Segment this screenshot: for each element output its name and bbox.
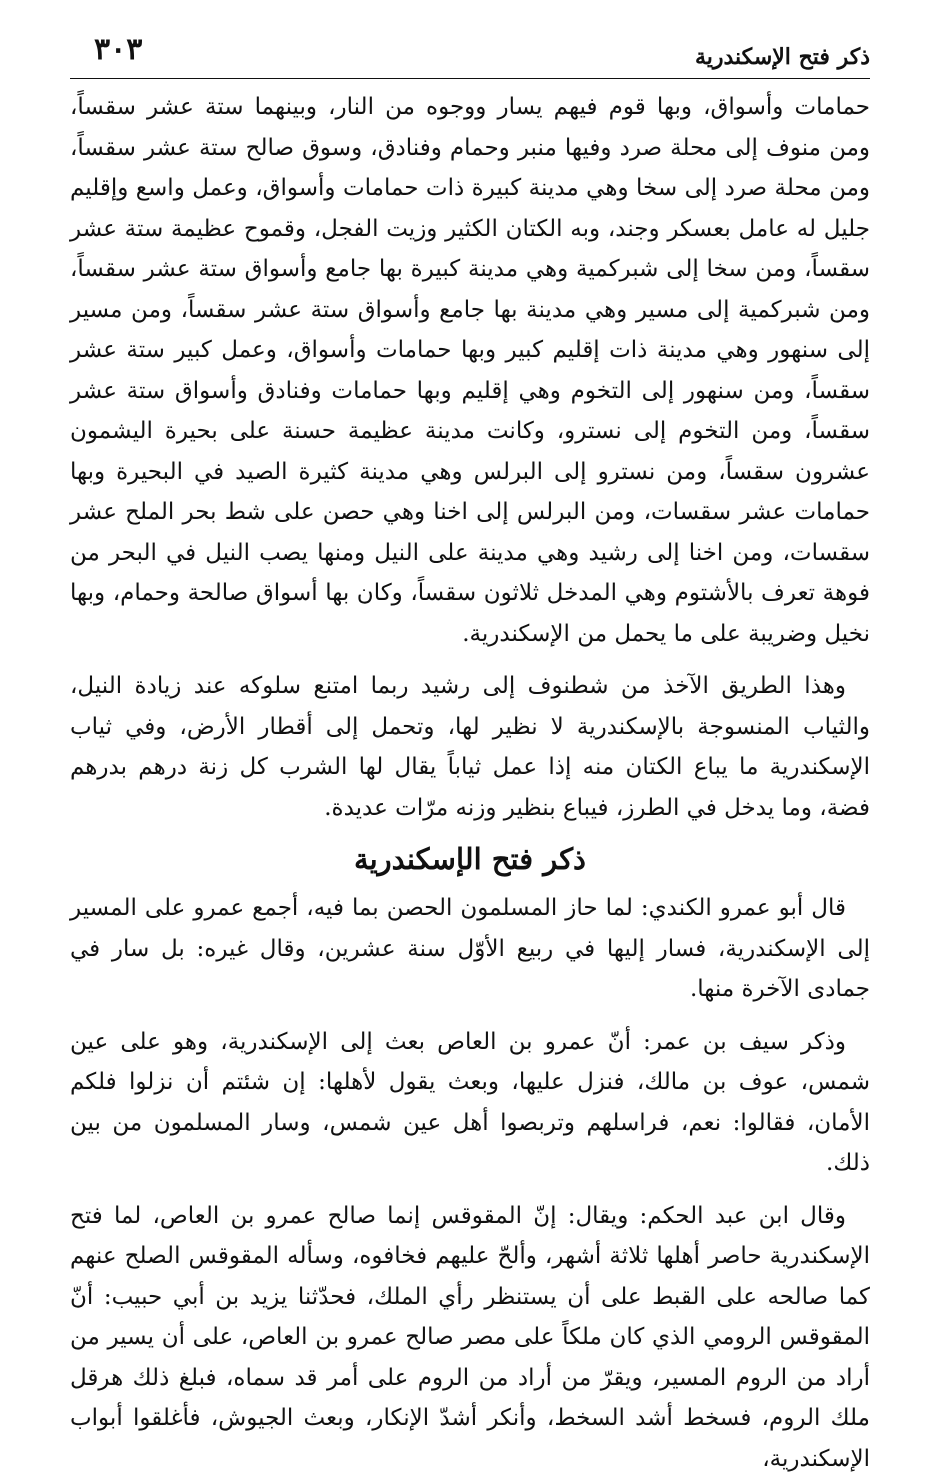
paragraph-gap [70,1184,870,1196]
book-page [70,30,870,1350]
page-number: ٣٠٣ [94,32,142,67]
paragraph-sayf: وذكر سيف بن عمر: أنّ عمرو بن العاص بعث إلى الإسكندرية، وهو على عين شمس، عوف بن مالك، فنزل عليها، وبعث يقول لأهلها: إن شئتم أن نزلوا فلكم الأمان، فقالوا: نعم، فراسلهم وتربصوا أهل عين شمس، وسار المسلمون من بين ذلك. [70,1022,870,1184]
paragraph-gap [70,1010,870,1022]
running-title: ذكر فتح الإسكندرية [695,44,870,70]
section-heading: ذكر فتح الإسكندرية [70,842,870,876]
paragraph-textiles: وهذا الطريق الآخذ من شطنوف إلى رشيد ربما امتنع سلوكه عند زيادة النيل، والثياب المنسوجة بالإسكندرية لا نظير لها، وتحمل إلى أقطار الأرض، وفي ثياب الإسكندرية ما يباع الكتان منه إذا عمل ثياباً يقال لها الشرب كل زنة درهم بدرهم فضة، وما يدخل في الطرز، فيباع بنظير وزنه مرّات عديدة. [70,666,870,828]
paragraph-abu-amr: قال أبو عمرو الكندي: لما حاز المسلمون الحصن بما فيه، أجمع عمرو على المسير إلى الإسكندرية، فسار إليها في ربيع الأوّل سنة عشرين، وقال غيره: بل سار في جمادى الآخرة منها. [70,888,870,1010]
paragraph-ibn-abd-al-hakam: وقال ابن عبد الحكم: ويقال: إنّ المقوقس إنما صالح عمرو بن العاص، لما فتح الإسكندرية حاصر أهلها ثلاثة أشهر، وألحّ عليهم فخافوه، وسأله المقوقس الصلح عنهم كما صالحه على القبط على أن يستنظر رأي الملك، فحدّثنا يزيد بن أبي حبيب: أنّ المقوقس الرومي الذي كان ملكاً على مصر صالح عمرو بن العاص، على أن يسير من أراد من الروم المسير، ويقرّ من أراد من الروم على أمر قد سماه، فبلغ ذلك هرقل ملك الروم، فسخط أشد السخط، وأنكر أشدّ الإنكار، وبعث الجيوش، فأغلقوا أبواب الإسكندرية، [70,1196,870,1479]
paragraph-gap [70,654,870,666]
page-header [70,30,870,79]
paragraph-route-list: حمامات وأسواق، وبها قوم فيهم يسار ووجوه من النار، وبينهما ستة عشر سقساً، ومن منوف إلى محلة صرد وفيها منبر وحمام وفنادق، وسوق صالح ستة عشر سقساً، ومن محلة صرد إلى سخا وهي مدينة كبيرة ذات حمامات وأسواق، وعمل واسع وإقليم جليل له عامل بعسكر وجند، وبه الكتان الكثير وزيت الفجل، وقموح عظيمة ستة عشر سقساً، ومن سخا إلى شبركمية وهي مدينة كبيرة بها جامع وأسواق ستة عشر سقساً، ومن شبركمية إلى مسير وهي مدينة بها جامع وأسواق ستة عشر سقساً، ومن مسير إلى سنهور وهي مدينة ذات إقليم كبير وبها حمامات وأسواق، وعمل كبير ستة عشر سقساً، ومن سنهور إلى التخوم وهي إقليم وبها حمامات وفنادق وأسواق ستة عشر سقساً، ومن التخوم إلى نسترو، وكانت مدينة عظيمة حسنة على بحيرة اليشمون عشرون سقساً، ومن نسترو إلى البرلس وهي مدينة كثيرة الصيد في البحيرة وبها حمامات عشر سقسات، ومن البرلس إلى اخنا وهي حصن على شط بحر الملح عشر سقسات، ومن اخنا إلى رشيد وهي مدينة على النيل ومنها يصب النيل في البحر من فوهة تعرف بالأشتوم وهي المدخل ثلاثون سقساً، وكان بها أسواق صالحة وحمام، وبها نخيل وضريبة على ما يحمل من الإسكندرية. [70,87,870,654]
